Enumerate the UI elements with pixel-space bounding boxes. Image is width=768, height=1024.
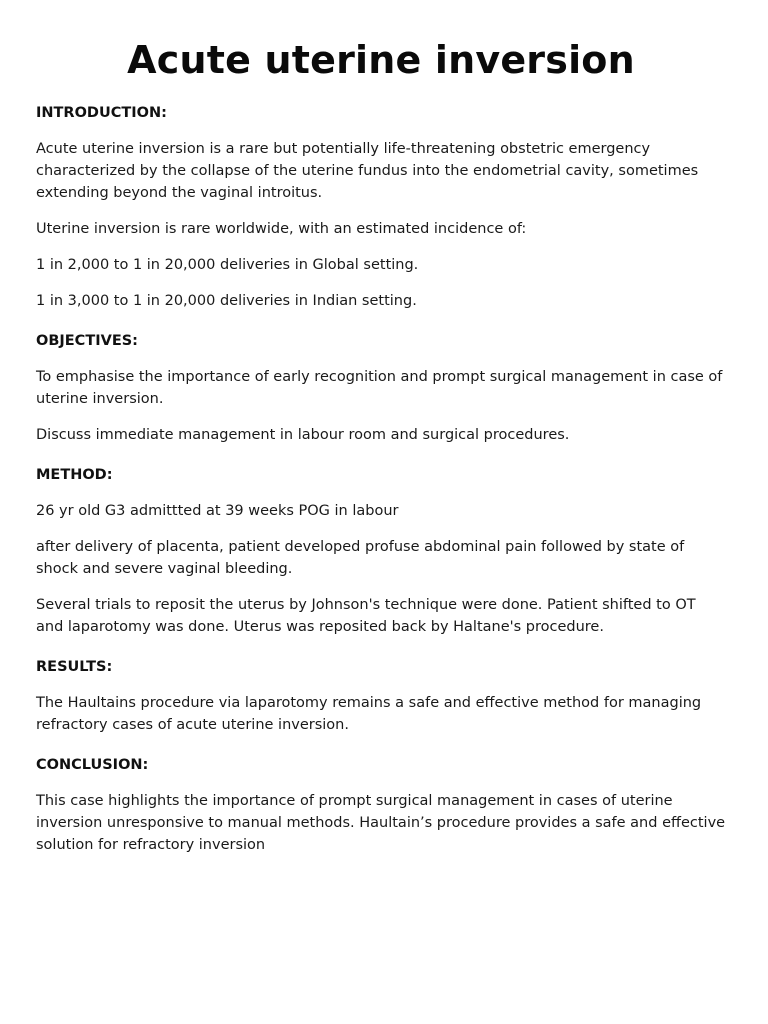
section-heading-conclusion: CONCLUSION: xyxy=(36,757,149,773)
section-results xyxy=(36,656,726,736)
section-heading-results: RESULTS: xyxy=(36,659,113,675)
document-page xyxy=(36,0,726,856)
introduction-paragraph: Acute uterine inversion is a rare but potentially life-threatening obstetric emergency characterized by the collapse of the uterine fundus into the endometrial cavity, sometimes extending beyond the vaginal introitus. xyxy=(36,141,699,201)
objectives-paragraph: Discuss immediate management in labour room and surgical procedures. xyxy=(36,427,570,443)
objectives-paragraph: To emphasise the importance of early recognition and prompt surgical management in case of uterine inversion. xyxy=(36,369,723,407)
method-paragraph: Several trials to reposit the uterus by Johnson's technique were done. Patient shifted to OT and laparotomy was done. Uterus was reposited back by Haltane's procedure. xyxy=(36,597,696,635)
section-heading-objectives: OBJECTIVES: xyxy=(36,333,138,349)
introduction-paragraph: 1 in 3,000 to 1 in 20,000 deliveries in Indian setting. xyxy=(36,293,417,309)
document-title: Acute uterine inversion xyxy=(127,38,635,82)
section-introduction xyxy=(36,102,726,312)
conclusion-paragraph: This case highlights the importance of prompt surgical management in cases of uterine inversion unresponsive to manual methods. Haultain’s procedure provides a safe and effective solution for refractory inversion xyxy=(36,793,726,853)
introduction-paragraph: 1 in 2,000 to 1 in 20,000 deliveries in Global setting. xyxy=(36,257,419,273)
section-objectives xyxy=(36,330,726,446)
method-paragraph: 26 yr old G3 admittted at 39 weeks POG in labour xyxy=(36,503,399,519)
section-heading-introduction: INTRODUCTION: xyxy=(36,105,167,121)
section-heading-method: METHOD: xyxy=(36,467,113,483)
results-paragraph: The Haultains procedure via laparotomy remains a safe and effective method for managing refractory cases of acute uterine inversion. xyxy=(36,695,702,733)
section-conclusion xyxy=(36,754,726,856)
introduction-paragraph: Uterine inversion is rare worldwide, with an estimated incidence of: xyxy=(36,221,527,237)
section-method xyxy=(36,464,726,638)
method-paragraph: after delivery of placenta, patient developed profuse abdominal pain followed by state of shock and severe vaginal bleeding. xyxy=(36,539,685,577)
